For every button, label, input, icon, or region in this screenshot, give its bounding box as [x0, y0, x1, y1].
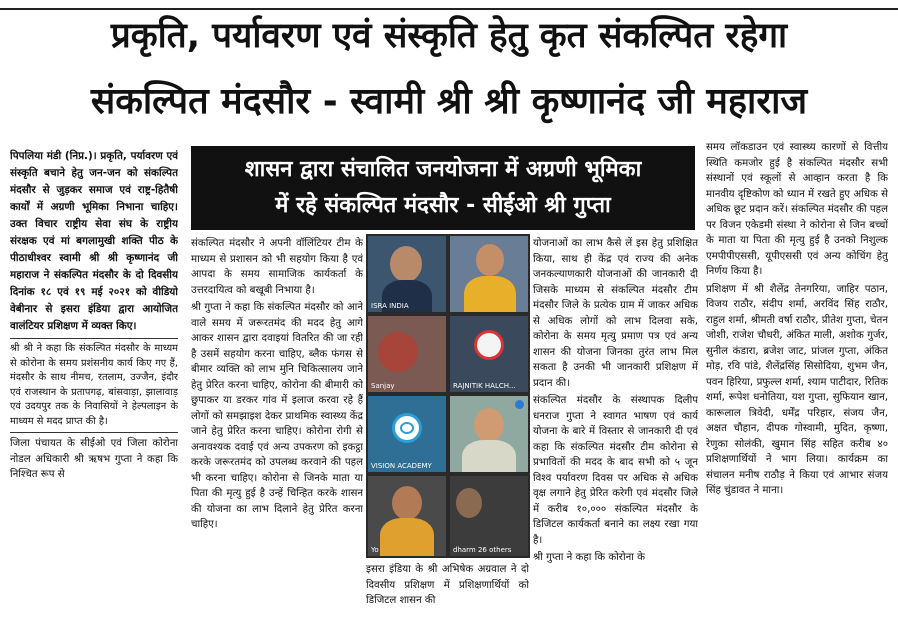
headline-line-1: प्रकृति, पर्यावरण एवं संस्कृति हेतु कृत संकल्पित रहेगा: [110, 16, 788, 56]
participant-face: [474, 408, 504, 442]
participant-body: [380, 518, 434, 556]
column-3: [366, 562, 529, 628]
participant-name: RAJNITIK HALCH...: [453, 382, 516, 390]
participant-tile: [450, 476, 528, 556]
participant-face: [456, 488, 482, 518]
column-4: [533, 236, 698, 628]
participant-count: dharm 26 others: [453, 546, 512, 554]
participant-name: ISRA INDIA: [371, 302, 409, 310]
column-divider: [10, 338, 178, 339]
participant-name: Yo: [371, 546, 379, 554]
participant-name: Sanjay: [371, 382, 395, 390]
article-paragraph: श्री गुप्ता ने कहा कि संकल्पित मंदसौर को आने वाले समय में जरूरतमंद की मदद हेतु आगे आकर शासन द्वारा दवाइयां वितरित की जा रही है उसमें सहयोग करना चाहिए, ब्लैक फंगस से बीमार व्यक्ति को लाभ मुनि चिकित्सालय जाने हेतु प्रेरित करना चाहिए, कोरोना की बीमारी को छुपाकर या डरकर गांव में इलाज करवा रहे हैं लोगों को समझाइश देकर प्राथमिक स्वास्थ्य केंद्र जाने हेतु प्रेरित करना चाहिए। कोरोना रोगी से अनावश्यक दवाई एवं अन्य उपकरण को इकट्ठा करके जरूरतमंद को उपलब्ध करवाने की पहल भी करना चाहिए। कोरोना से जिनके माता या पिता की मृत्यु हुई है उन्हें चिन्हित करके शासन की योजना का लाभ दिलाने हेतु प्रेरित करना चाहिए।: [191, 302, 363, 530]
article-paragraph: श्री श्री ने कहा कि संकल्पित मंदसौर के माध्यम से कोरोना के समय प्रशंसनीय कार्य किए गए हैं, मंदसौर के साथ नीमच, रतलाम, उज्जैन, इंदौर एवं राजस्थान के प्रतापगढ़, बांसवाड़ा, झालावाड़ एवं उदयपुर तक के निवासियों ने हेल्पलाइन के माध्यम से मदद प्राप्त की है।: [10, 343, 178, 427]
column-2: [191, 236, 363, 628]
participant-tile: [368, 316, 446, 392]
vision-academy-logo: [392, 413, 422, 443]
participant-body: [462, 440, 516, 472]
participant-tile: [450, 396, 528, 472]
article-paragraph: प्रशिक्षण में श्री शैलेंद्र तेनगरिया, जाहिर पठान, विजय राठौर, संदीप शर्मा, अरविंद सिंह राठौर, राहुल शर्मा, श्रीमती वर्षा राठौर, प्रीतेश गुप्ता, चेतन जोशी, राजेश चौधरी, अंकित माली, अशोक गुर्जर, सुनील कंडारा, ब्रजेश जाट, प्रांजल गुप्ता, अंकित मोड़, रवि पांडे, शैलेंद्रसिंह सिसोदिया, शुभम जैन, पवन हिरिया, प्रफुल्ल शर्मा, श्याम पाटीदार, रितिक शर्मा, रूपेश धनोतिया, यश गुप्ता, सुफियान खान, कारूलाल त्रिवेदी, धर्मेंद्र परिहार, संजय जैन, अक्षत चौहान, दीपक गोस्वामी, मुदित, कृष्णा, रेणुका सोलंकी, खुमान सिंह सहित करीब ४० प्रशिक्षणार्थियों ने भाग लिया। कार्यक्रम का संचालन मनीष राठौड़ ने किया एवं आभार संजय सिंह चुंडावत ने माना।: [706, 283, 888, 496]
participant-tile: [368, 476, 446, 556]
channel-logo: [474, 330, 504, 360]
article-paragraph: संकल्पित मंदसौर ने अपनी वॉलिंटियर टीम के माध्यम से प्रशासन को भी सहयोग किया है एवं आपदा के समय सामाजिक कार्यकर्ता के उत्तरदायित्व को बखूबी निभाया है।: [191, 238, 363, 296]
article-paragraph: जिला पंचायत के सीईओ एवं जिला कोरोना नोडल अधिकारी श्री ऋषभ गुप्ता ने कहा कि निश्चित रूप से: [10, 438, 178, 480]
logo-eye-icon: [400, 422, 414, 434]
video-call-photo: [366, 234, 530, 558]
article-paragraph: योजनाओं का लाभ कैसे लें इस हेतु प्रशिक्षित किया, साथ ही केंद्र एवं राज्य की अनेक जनकल्याणकारी योजनाओं की जानकारी दी जिसके माध्यम से संकल्पित मंदसौर टीम मंदसौर जिले के प्रत्येक ग्राम में जाकर अधिक से अधिक लोगों को लाभ दिलवा सके, कोरोना के समय मृत्यु प्रमाण पत्र एवं अन्य शासन की योजना जिनका तुरंत लाभ मिल सकता है उनकी भी जानकारी प्रशिक्षण में प्रदान की।: [533, 238, 698, 389]
microphone-icon: [515, 400, 524, 409]
participant-body: [464, 276, 516, 312]
top-rule: [0, 0, 898, 10]
column-1: [10, 148, 178, 628]
participant-tile: [368, 396, 446, 472]
participant-face: [390, 246, 422, 282]
article-paragraph: समय लॉकडाउन एवं स्वास्थ्य कारणों से वित्तीय स्थिति कमजोर हुई है संकल्पित मंदसौर सभी संस्थानों एवं स्कूलों से आव्हान करता है कि मानवीय दृष्टिकोण को ध्यान में रखते हुए अधिक से अधिक छूट प्रदान करें। संकल्पित मंदसौर की पहल पर विजन एकेडमी संस्था ने कोरोना से जिन बच्चों के माता या पिता की मृत्यु हुई है उनको निशुल्क एमपीपीएससी, यूपीएससी एवं अन्य कोचिंग हेतु निर्णय किया है।: [706, 142, 888, 277]
participant-tile: [368, 236, 446, 312]
participant-name: VISION ACADEMY: [371, 462, 432, 470]
subheadline-line-1: शासन द्वारा संचालित जनयोजना में अग्रणी भूमिका: [244, 157, 642, 182]
participant-tile: [450, 316, 528, 392]
participant-tile: [450, 236, 528, 312]
article-paragraph: श्री गुप्ता ने कहा कि कोरोना के: [533, 552, 645, 563]
column-5: [706, 140, 888, 628]
article-paragraph: संकल्पित मंदसौर के संस्थापक दिलीप धनराज गुप्ता ने स्वागत भाषण एवं कार्य योजना के बारे में विस्तार से जानकारी दी एवं कहा कि संकल्पित मंदसौर टीम कोरोना से प्रभावितों की मदद के बाद सभी को ५ जून विश्व पर्यावरण दिवस पर अधिक से अधिक वृक्ष लगाने हेतु प्रेरित करेगी एवं मंदसौर जिले में करीब १०,००० संकल्पित मंदसौर के डिजिटल कार्यकर्ता बनाने का लक्ष्य रखा गया है।: [533, 395, 698, 546]
participant-face: [476, 244, 504, 276]
subheadline-line-2: में रहे संकल्पित मंदसौर - सीईओ श्री गुप्ता: [275, 193, 611, 218]
headline-line-2: संकल्पित मंदसौर - स्वामी श्री श्री कृष्णानंद जी महाराज: [90, 81, 808, 122]
lead-paragraph: पिपलिया मंडी (निप्र.)। प्रकृति, पर्यावरण एवं संस्कृति बचाने हेतु जन-जन को संकल्पित मंदसौर से जुड़कर समाज एवं राष्ट्र-हितैषी कार्यों में अग्रणी भूमिका निभाना चाहिए। उक्त विचार राष्ट्रीय सेवा संघ के राष्ट्रीय संरक्षक एवं मां बगलामुखी शक्ति पीठ के पीठाधीश्वर स्वामी श्री श्री कृष्णानंद जी महाराज ने संकल्पित मंदसौर के दो दिवसीय दिनांक १८ एवं १९ मई २०२१ को वीडियो वेबीनार से इसरा इंडिया द्वारा आयोजित वालंटियर प्रशिक्षण में व्यक्त किए।: [10, 150, 178, 332]
participant-photo: [378, 332, 418, 372]
subheadline-banner: [191, 146, 695, 230]
participant-face: [392, 486, 422, 520]
article-paragraph: इसरा इंडिया के श्री अभिषेक अग्रवाल ने दो दिवसीय प्रशिक्षण में प्रशिक्षणार्थियों को डिजिटल शासन की: [366, 564, 529, 606]
column-divider: [10, 432, 178, 433]
